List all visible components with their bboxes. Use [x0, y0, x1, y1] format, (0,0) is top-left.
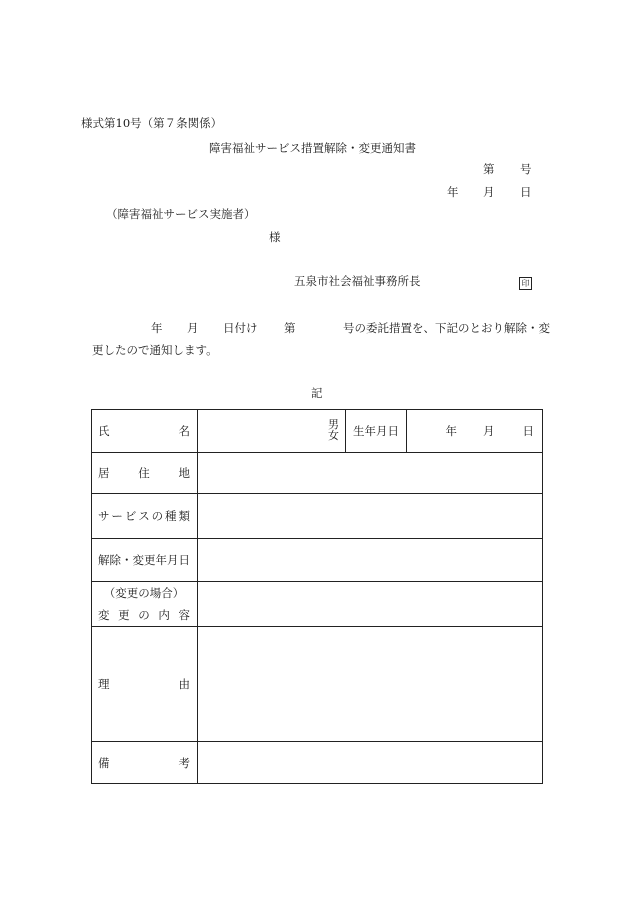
table-row-reason [92, 627, 543, 742]
form-table [91, 409, 543, 784]
body-line2: 更したので通知します。 [92, 343, 218, 357]
name-label-cell [92, 410, 198, 453]
change-date-label: 解除・変更年月日 [98, 553, 190, 567]
birth-value-cell[interactable] [407, 410, 543, 453]
name-value-cell[interactable] [198, 410, 346, 453]
birth-nen: 年 [445, 424, 457, 438]
address-label: 居 住 地 [98, 466, 190, 480]
address-value-cell[interactable] [198, 453, 543, 494]
change-content-label-cell [92, 582, 198, 627]
body-tsuki: 月 [187, 321, 199, 335]
birth-hi: 日 [522, 424, 534, 438]
body-line1-rest: 号の委託措置を、下記のとおり解除・変 [343, 321, 550, 335]
service-value-cell[interactable] [198, 494, 543, 539]
number-dai: 第 [483, 162, 495, 176]
document-title: 障害福祉サービス措置解除・変更通知書 [209, 141, 416, 155]
reason-label-cell [92, 627, 198, 742]
gender-marker [328, 419, 339, 441]
body-dai: 第 [284, 321, 296, 335]
birth-date [407, 423, 542, 439]
birth-label-cell [346, 410, 407, 453]
service-label: サ ー ビ ス の 種 類 [98, 509, 190, 523]
gender-male: 男 [328, 418, 339, 431]
table-row-address [92, 453, 543, 494]
remarks-label-cell [92, 742, 198, 784]
name-label: 氏 名 [98, 424, 190, 438]
addressee-sama: 様 [269, 230, 281, 244]
form-number: 様式第10号（第７条関係） [81, 116, 223, 130]
remarks-value-cell[interactable] [198, 742, 543, 784]
remarks-label: 備 考 [98, 755, 190, 770]
change-date-value-cell[interactable] [198, 539, 543, 582]
birth-tsuki: 月 [483, 424, 495, 438]
seal-icon: 印 [519, 277, 532, 290]
issuer-seal [519, 275, 532, 290]
gender-female: 女 [328, 429, 339, 442]
body-nen: 年 [151, 321, 163, 335]
reason-label: 理 由 [98, 677, 190, 691]
issuer-name: 五泉市社会福祉事務所長 [294, 274, 421, 288]
change-content-value-cell[interactable] [198, 582, 543, 627]
service-label-cell [92, 494, 198, 539]
number-go: 号 [520, 162, 532, 176]
ki-heading: 記 [311, 386, 323, 400]
table-row-remarks [92, 742, 543, 784]
table-row-change-content [92, 582, 543, 627]
address-label-cell [92, 453, 198, 494]
date-tsuki: 月 [483, 185, 495, 199]
date-hi: 日 [520, 185, 532, 199]
change-case-note: （変更の場合） [103, 586, 185, 600]
table-row-change-date [92, 539, 543, 582]
birth-label: 生年月日 [353, 424, 399, 438]
reason-value-cell[interactable] [198, 627, 543, 742]
addressee-org: （障害福祉サービス実施者） [106, 207, 256, 221]
change-date-label-cell [92, 539, 198, 582]
body-hizuke: 日付け [223, 321, 258, 335]
table-row-name [92, 410, 543, 453]
date-nen: 年 [447, 185, 459, 199]
change-content-label: （変更の場合） 変 更 の 内 容 [92, 582, 197, 626]
table-row-service [92, 494, 543, 539]
